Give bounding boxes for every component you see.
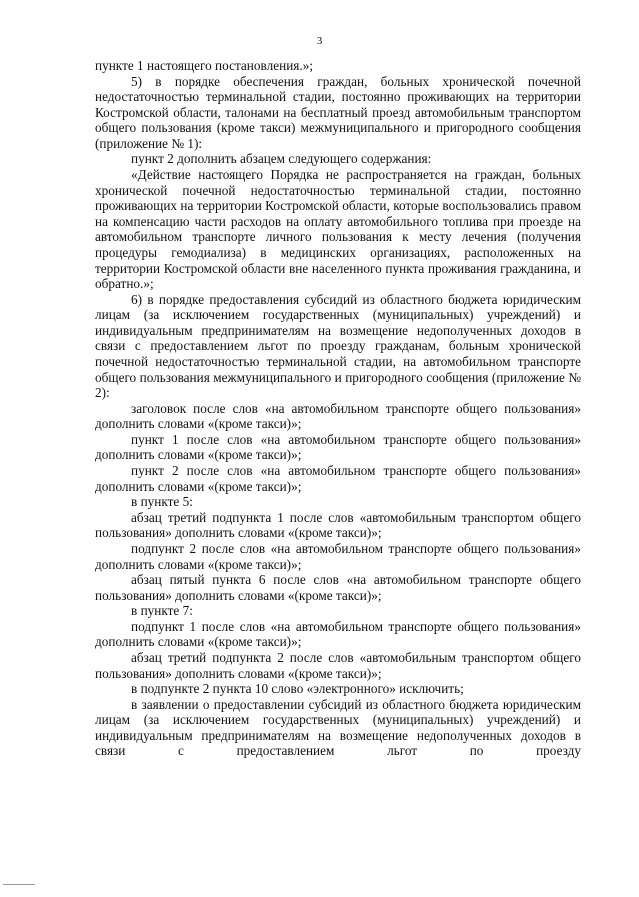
paragraph-point-10-amendment: в подпункте 2 пункта 10 слово «электронного» исключить; [131, 681, 464, 697]
paragraph-heading-amendment: заголовок после слов «на автомобильном транспорте общего пользования» дополнить словами «(кроме такси)»; [95, 400, 581, 432]
paragraph-application-form: в заявлении о предоставлении субсидий из областного бюджета юридическим лицам (за исключением государственных (муниципальных) учреждений) и индивидуальным предпринимателям на возмещение недополученных доходов в связи с предоставлением льгот по проезду [95, 696, 581, 759]
paragraph-point-5-subpoint-1: абзац третий подпункта 1 после слов «автомобильным транспортом общего пользования» дополнить словами «(кроме такси)»; [95, 509, 581, 541]
paragraph-point-7-subpoint-1: подпункт 1 после слов «на автомобильном транспорте общего пользования» дополнить словами «(кроме такси)»; [95, 618, 581, 650]
paragraph-point-2-taxi-amendment: пункт 2 после слов «на автомобильном транспорте общего пользования» дополнить словами «(кроме такси)»; [95, 463, 581, 494]
document-body [95, 58, 581, 759]
scan-edge-mark [3, 884, 35, 885]
paragraph-point-2-amendment: пункт 2 дополнить абзацем следующего содержания: [131, 151, 432, 167]
paragraph-in-point-5: в пункте 5: [131, 494, 193, 510]
paragraph-continuation: пункте 1 настоящего постановления.»; [95, 58, 313, 73]
page-number: 3 [316, 35, 323, 47]
paragraph-point-5-subpoint-2: подпункт 2 после слов «на автомобильном транспорте общего пользования» дополнить словами «(кроме такси)»; [95, 540, 581, 572]
paragraph-in-point-7: в пункте 7: [131, 603, 193, 619]
paragraph-item-5: 5) в порядке обеспечения граждан, больных хронической почечной недостаточностью терминальной стадии, постоянно проживающих на территории Костромской области, талонами на бесплатный проезд автомобильным транспортом общего пользования (кроме такси) межмуниципального и пригородного сообщения (приложение № 1): [95, 73, 581, 151]
paragraph-point-1-amendment: пункт 1 после слов «на автомобильном транспорте общего пользования» дополнить словами «(кроме такси)»; [95, 431, 581, 463]
paragraph-point-6-amendment: абзац пятый пункта 6 после слов «на автомобильном транспорте общего пользования» дополнить словами «(кроме такси)»; [95, 572, 581, 603]
paragraph-quoted-text: «Действие настоящего Порядка не распространяется на граждан, больных хронической почечной недостаточностью терминальной стадии, постоянно проживающих на территории Костромской области, которые воспользовались правом на компенсацию части расходов на оплату автомобильного топлива при проезде на автомобильном транспорте личного пользования к месту лечения (получения процедуры гемодиализа) в медицинских организациях, расположенных на территории Костромской области вне населенного пункта проживания гражданина, и обратно.»; [95, 167, 581, 292]
paragraph-item-6: 6) в порядке предоставления субсидий из областного бюджета юридическим лицам (за исключением государственных (муниципальных) учреждений) и индивидуальным предпринимателям на возмещение недополученных доходов в связи с предоставлением льгот по проезду гражданам, больным хронической почечной недостаточностью терминальной стадии, на автомобильном транспорте общего пользования межмуниципального и пригородного сообщения (приложение № 2): [95, 291, 581, 401]
paragraph-point-7-subpoint-2: абзац третий подпункта 2 после слов «автомобильным транспортом общего пользования» дополнить словами «(кроме такси)»; [95, 649, 581, 681]
